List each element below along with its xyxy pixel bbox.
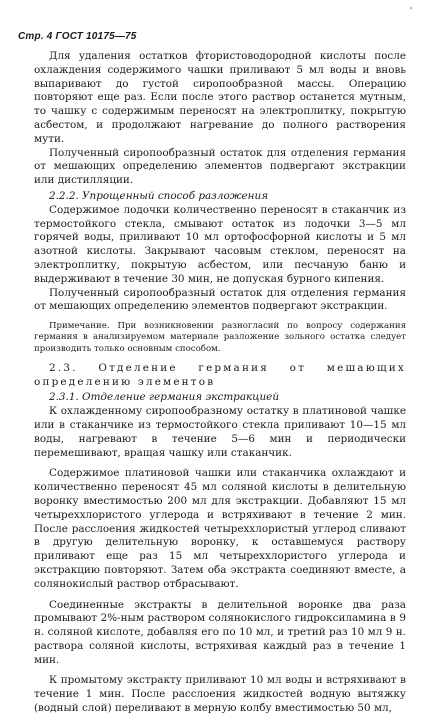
subsection-heading: 2.3.1. Отделение германия экстракцией (49, 391, 280, 404)
paragraph: К охлажденному сиропообразному остатку в платиновой чашке или в стаканчике из термостойкого стекла приливают 10—15 мл воды, нагревают в течение 5—6 мин и периодически перемешивают, вращая чашку или стаканчик. (34, 405, 406, 459)
paragraph: К промытому экстракту приливают 10 мл воды и встряхивают в течение 1 мин. После расслоения жидкостей водную вытяжку (водный слой) переливают в мерную колбу вместимостью 50 мл, (34, 674, 406, 715)
corner-mark: ' (410, 6, 413, 15)
paragraph: Для удаления остатков фтористоводородной кислоты после охлаждения содержимого чашки приливают 5 мл воды и вновь выпаривают до густой сиропообразной массы. Операцию повторяют еще раз. Если после этого раствор останется мутным, то чашку с содержимым переносят на электроплитку, покрытую асбестом, и продолжают нагревание до полного растворения мути. (34, 50, 406, 145)
section-heading: 2.3. Отделение германия от мешающих определению элементов (34, 361, 406, 388)
paragraph: Содержимое лодочки количественно переносят в стаканчик из термостойкого стекла, смывают остаток из лодочки 3—5 мл горячей воды, приливают 10 мл ортофосфорной кислоты и 5 мл азотной кислоты. Закрывают часовым стеклом, переносят на электроплитку, покрытую асбестом, или песчаную баню и выдерживают в течение 30 мин, не допуская бурного кипения. (34, 203, 406, 285)
paragraph: Содержимое платиновой чашки или стаканчика охлаждают и количественно переносят 45 мл соляной кислоты в делительную воронку вместимостью 200 мл для экстракции. Добавляют 15 мл четыреххлористого углерода и встряхивают в течение 2 мин. После расслоения жидкостей четыреххлористый углерод сливают в другую делительную воронку, к оставшемуся раствору приливают еще раз 15 мл четыреххлористого углерода и экстракцию повторяют. Затем оба экстракта соединяют вместе, а солянокислый раствор отбрасывают. (34, 467, 406, 590)
paragraph: Полученный сиропообразный остаток для отделения германия от мешающих определению элементов подвергают экстракции или дистилляции. (34, 146, 406, 187)
paragraph: Полученный сиропообразный остаток для отделения германия от мешающих определению элементов подвергают экстракции. (34, 286, 406, 313)
page-header: Стр. 4 ГОСТ 10175—75 (18, 31, 137, 42)
paragraph: Соединенные экстракты в делительной воронке два раза промывают 2%-ным раствором солянокислого гидроксиламина в 9 н. соляной кислоте, добавляя его по 10 мл, и третий раз 10 мл 9 н. раствора соляной кислоты, встряхивая каждый раз в течение 1 мин. (34, 598, 406, 666)
section-heading: 2.2.2. Упрощенный способ разложения (49, 189, 269, 202)
document-body (34, 50, 406, 716)
note: Примечание. При возникновении разногласий по вопросу содержания германия в анализируемом материале разложение зольного остатка следует производить только основным способом. (34, 321, 406, 354)
